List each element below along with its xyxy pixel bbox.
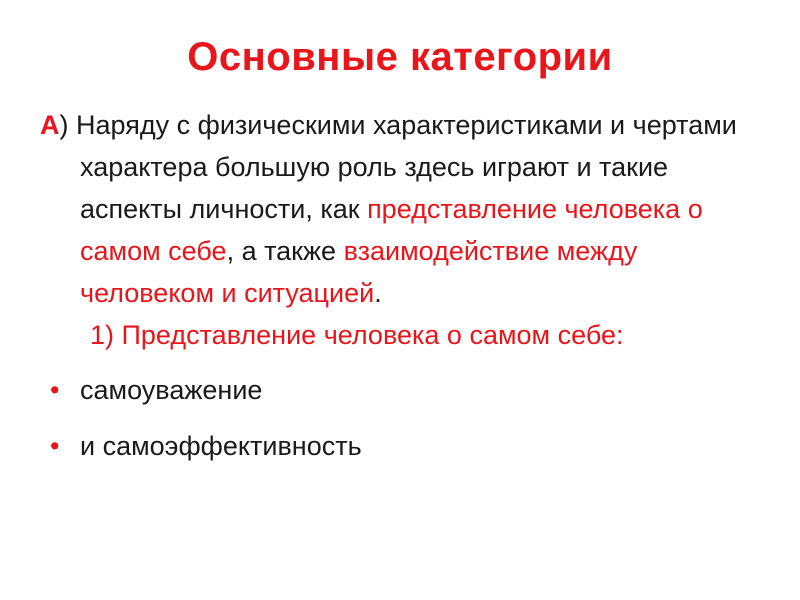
bullet-text: самоуважение xyxy=(80,375,263,405)
slide-title: Основные категории xyxy=(187,35,613,79)
paragraph-text-3: . xyxy=(374,278,382,308)
list-item xyxy=(40,369,760,411)
slide-body xyxy=(40,104,760,467)
paragraph-text-2: , а также xyxy=(226,236,344,266)
paragraph-marker-paren: ) xyxy=(59,110,69,140)
subheading xyxy=(40,314,760,356)
paragraph-marker-letter: А xyxy=(40,110,60,140)
paragraph-marker xyxy=(40,110,69,140)
list-item xyxy=(40,425,760,467)
highlight-self-concept: представление человека о самом себе xyxy=(80,194,703,266)
bullet-icon: • xyxy=(50,375,60,405)
highlight-interaction: взаимодействие между человеком и ситуацией xyxy=(80,236,638,308)
bullet-text: и самоэффективность xyxy=(80,431,362,461)
main-paragraph xyxy=(40,104,760,314)
subheading-text: 1) Представление человека о самом себе: xyxy=(90,320,624,350)
bullet-list xyxy=(40,369,760,467)
paragraph-text-1: Наряду с физическими характеристиками и чертами характера большую роль здесь играют и такие аспекты личности, как xyxy=(68,110,737,224)
bullet-icon: • xyxy=(50,431,60,461)
